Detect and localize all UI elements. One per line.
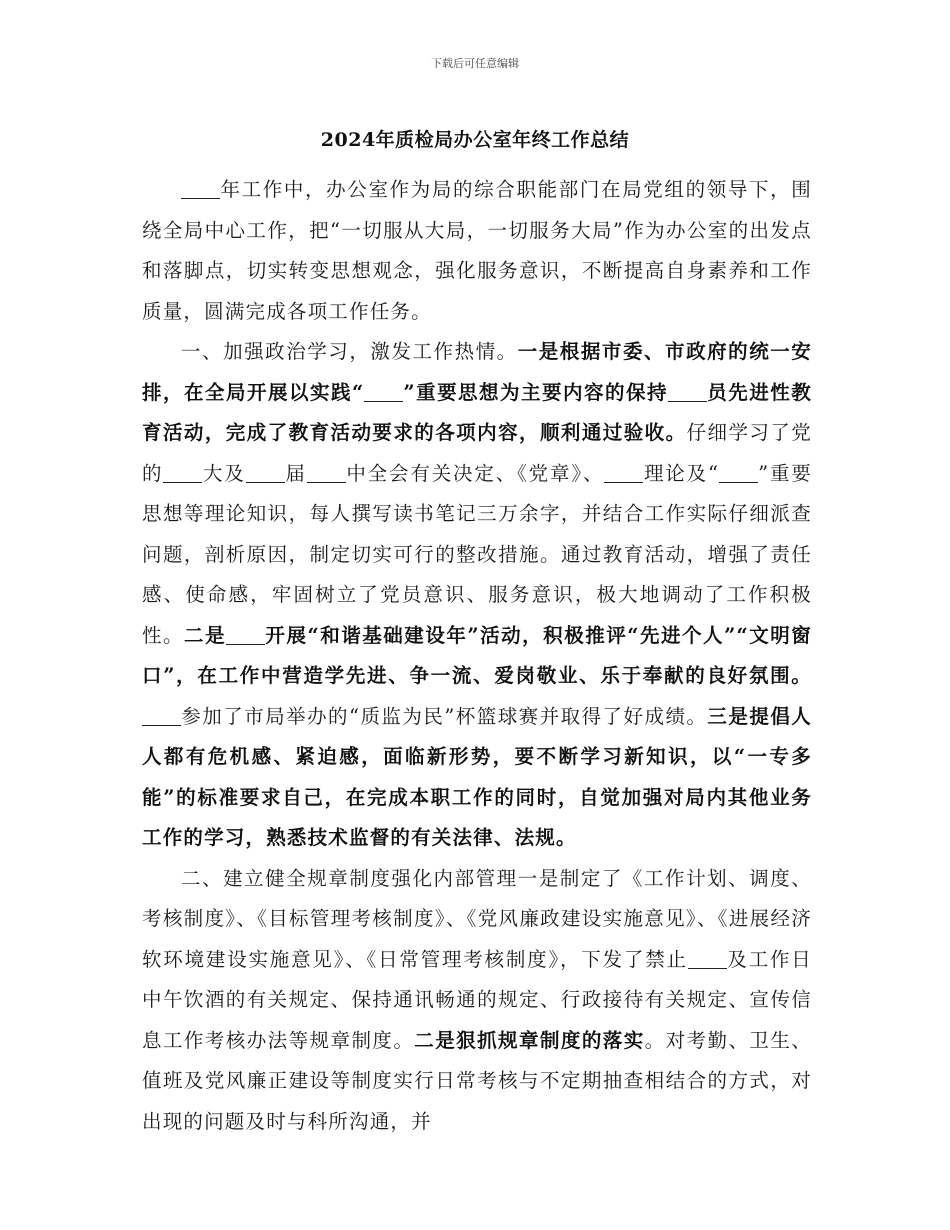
bold-text-segment: 二是 [184,623,227,647]
fill-in-blank [181,179,220,200]
text-segment: 大及 [202,461,246,485]
paragraph-2 [142,332,812,859]
fill-in-blank [719,462,758,483]
bold-text-segment: 开展“和谐基础建设年”活动，积极推评“先进个人”“文明窗口”，在工作中营造学先进、争一流、爱岗敬业、乐于奉献的良好氛围。 [142,623,812,687]
bold-text-segment: 一是根据市委、市政府的统一安排，在全局开展以实践“ [142,340,812,404]
fill-in-blank [604,462,643,483]
text-segment: 理论及“ [643,461,720,485]
bold-text-segment: 二是狠抓规章制度的落实 [414,1028,645,1052]
text-segment: 年工作中，办公室作为局的综合职能部门在局党组的领导下，围绕全局中心工作，把“一切服从大局，一切服务大局”作为办公室的出发点和落脚点，切实转变思想观念，强化服务意识，不断提高自身素养和工作质量，圆满完成各项工作任务。 [142,178,812,323]
fill-in-blank [364,381,403,402]
paragraph-1 [142,170,812,332]
text-segment: 及工作日中午饮酒的有关规定、保持通讯畅通的规定、行政接待有关规定、宣传信息工作考核办法等规章制度。 [142,947,812,1052]
fill-in-blank [668,381,707,402]
text-segment: 。对考勤、卫生、值班及党风廉正建设等制度实行日常考核与不定期抽查相结合的方式，对出现的问题及时与科所沟通，并 [142,1028,812,1133]
fill-in-blank [246,462,285,483]
bold-text-segment: 员先进性教育活动，完成了教育活动要求的各项内容，顺利通过验收。 [142,380,812,444]
fill-in-blank [226,624,265,645]
fill-in-blank [142,705,181,726]
text-segment: ”重要思想等理论知识，每人撰写读书笔记三万余字，并结合工作实际仔细派查问题，剖析原因，制定切实可行的整改措施。通过教育活动，增强了责任感、使命感，牢固树立了党员意识、服务意识，极大地调动了工作积极性。 [142,461,812,647]
fill-in-blank [688,948,727,969]
document-body [142,170,812,1142]
bold-text-segment: ”重要思想为主要内容的保持 [403,380,668,404]
paragraph-3 [142,859,812,1143]
text-segment: 参加了市局举办的“质监为民”杯篮球赛并取得了好成绩。 [181,704,708,728]
document-title: 2024年质检局办公室年终工作总结 [320,129,630,151]
text-segment: 二、建立健全规章制度强化内部管理一是制定了《工作计划、调度、考核制度》、《目标管理考核制度》、《党风廉政建设实施意见》、《进展经济软环境建设实施意见》、《日常管理考核制度》，下发了禁止 [142,866,812,971]
text-segment: 届 [284,461,307,485]
text-segment: 仔细学习了党的 [142,421,813,485]
text-segment: 中全会有关决定、《党章》、 [345,461,605,485]
text-segment: 一、加强政治学习，激发工作热情。 [181,340,518,363]
fill-in-blank [307,462,346,483]
header-note: 下载后可任意编辑 [431,57,519,70]
bold-text-segment: 三是提倡人人都有危机感、紧迫感，面临新形势，要不断学习新知识，以“一专多能”的标准要求自己，在完成本职工作的同时，自觉加强对局内其他业务工作的学习，熟悉技术监督的有关法律、法规。 [142,704,812,849]
fill-in-blank [163,462,202,483]
